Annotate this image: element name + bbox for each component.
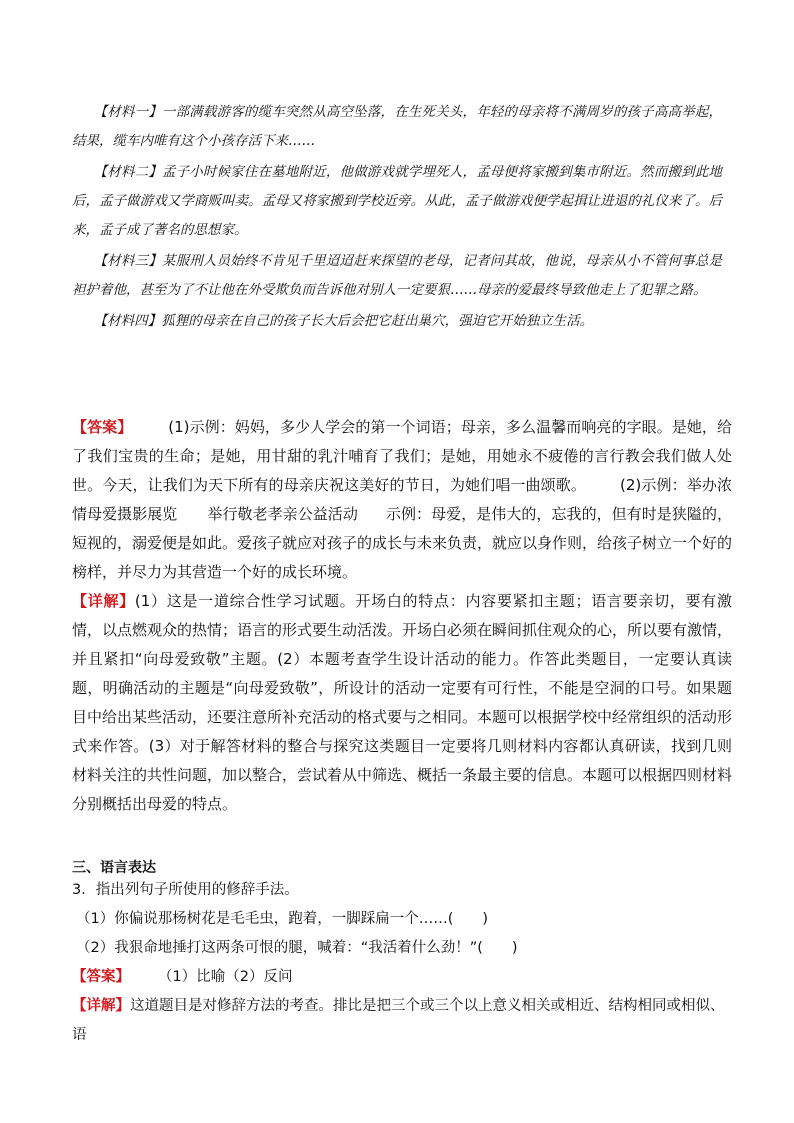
question-3-answer-tag: 【答案】 [72,969,130,985]
question-3-item-2: （2）我狠命地捶打这两条可恨的腿，喊着：“我活着什么劲！”( ) [76,940,518,956]
material-1 [72,98,722,156]
material-4-text: 狐狸的母亲在自己的孩子长大后会把它赶出巢穴，强迫它开始独立生活。 [161,313,594,329]
material-4 [72,307,722,336]
answer-part-1: (1)示例：妈妈，多少人学会的第一个词语；母亲，多么温馨而响亮的字眼。是她，给了我们宝贵的生命；是她，用甘甜的乳汁哺育了我们；是她，用她永不疲倦的言行教会我们做人处世。今天，让我们为天下所有的母亲庆祝这美好的节日，为她们唱一曲颂歌。 [72,418,732,494]
question-3-answer [72,963,732,992]
material-2-label: 【材料二】 [93,164,162,180]
material-4-label: 【材料四】 [93,313,162,329]
material-2-text: 孟子小时候家住在墓地附近，他做游戏就学埋死人，孟母便将家搬到集市附近。然而搬到此地后，孟子做游戏又学商贩叫卖。孟母又将家搬到学校近旁。从此，孟子做游戏便学起揖让进退的礼仪来了。后来，孟子成了著名的思想家。 [72,164,723,238]
question-3-answer-text: （1）比喻（2）反问 [158,969,293,985]
question-3-detail-text: 这道题目是对修辞方法的考查。排比是把三个或三个以上意义相关或相近、结构相同或相似、语 [72,998,725,1043]
detail-text: (1）这是一道综合性学习试题。开场白的特点：内容要紧扣主题；语言要亲切，要有激情，以点燃观众的热情；语言的形式要生动活泼。开场白必须在瞬间抓住观众的心，所以要有激情，并且紧扣“向母爱致敬”主题。(2）本题考查学生设计活动的能力。作答此类题目，一定要认真读题，明确活动的主题是“向母爱致敬”，所设计的活动一定要有可行性，不能是空洞的口号。如果题目中给出某些活动，还要注意所补充活动的格式要与之相同。本题可以根据学校中经常组织的活动形式来作答。(3）对于解答材料的整合与探究这类题目一定要将几则材料内容都认真研读，找到几则材料关注的共性问题，加以整合，尝试着从中筛选、概括一条最主要的信息。本题可以根据四则材料分别概括出母爱的特点。 [72,592,733,813]
material-3 [72,247,722,305]
material-1-text: 一部满载游客的缆车突然从高空坠落，在生死关头，年轻的母亲将不满周岁的孩子高高举起，结果，缆车内唯有这个小孩存活下来…… [72,104,723,149]
material-1-label: 【材料一】 [93,104,162,120]
detail-paragraph [72,587,732,819]
question-3 [72,876,732,1050]
answer-part-2: (2)示例：举办浓情母爱摄影展览 举行敬老孝亲公益活动 [72,476,732,523]
answer-part-3: 示例：母爱，是伟大的，忘我的，但有时是狭隘的，短视的，溺爱便是如此。爱孩子就应对孩子的成长与未来负责，就应以身作则，给孩子树立一个好的榜样，并尽力为其营造一个好的成长环境。 [72,505,733,581]
detail-tag: 【详解】 [72,592,135,610]
material-3-text: 某服刑人员始终不肯见千里迢迢赶来探望的老母，记者问其故，他说，母亲从小不管何事总是袒护着他，甚至为了不让他在外受欺负而告诉他对别人一定要狠……母亲的爱最终导致他走上了犯罪之路。 [72,253,723,298]
material-3-label: 【材料三】 [93,253,162,269]
question-3-detail-tag: 【详解】 [72,998,130,1014]
materials-block [72,98,722,336]
section-title: 三、语言表达 [72,860,156,876]
question-3-item-1: （1）你偏说那杨树花是毛毛虫，跑着，一脚踩扁一个……( ) [76,911,489,927]
answer-block [72,413,732,819]
question-3-detail [72,992,732,1050]
material-2 [72,158,722,245]
answer-tag: 【答案】 [72,418,133,436]
question-3-stem: 3．指出列句子所使用的修辞手法。 [72,882,299,898]
answer-paragraph [72,413,732,587]
